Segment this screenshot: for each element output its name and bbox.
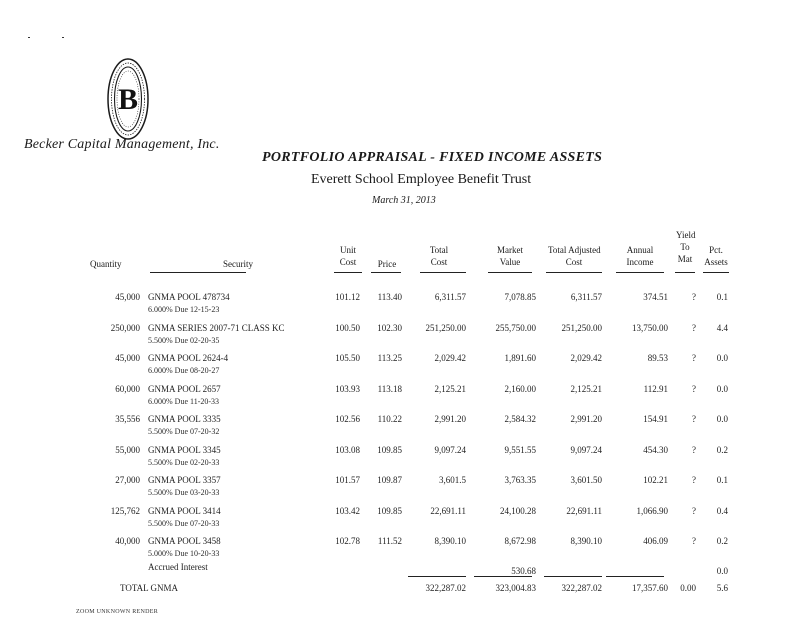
scan-speck bbox=[28, 37, 30, 38]
col-total-cost-underline bbox=[420, 272, 466, 273]
col-total-cost-line2: Cost bbox=[430, 257, 448, 267]
row-security-detail: 6.000% Due 12-15-23 bbox=[148, 305, 220, 314]
row-price: 113.25 bbox=[377, 353, 402, 363]
logo-emblem-icon bbox=[106, 57, 150, 141]
row-quantity: 125,762 bbox=[110, 505, 140, 516]
row-adjusted-cost: 251,250.00 bbox=[561, 322, 602, 333]
row-security-detail: 5.500% Due 07-20-32 bbox=[148, 427, 220, 436]
row-security: GNMA POOL 3357 bbox=[148, 475, 221, 485]
row-market-value: 1,891.60 bbox=[504, 353, 536, 363]
row-pct-assets: 0.2 bbox=[716, 444, 728, 455]
row-annual-income: 406.09 bbox=[643, 536, 668, 546]
row-annual-income: 154.91 bbox=[643, 414, 668, 424]
col-market-value-line1: Market bbox=[497, 245, 523, 255]
row-security: GNMA POOL 478734 bbox=[148, 292, 230, 302]
row-quantity: 45,000 bbox=[115, 353, 140, 363]
row-annual-income: 13,750.00 bbox=[632, 322, 668, 333]
col-total-cost bbox=[424, 244, 454, 268]
row-security-detail: 5.000% Due 10-20-33 bbox=[148, 549, 220, 558]
row-total-cost: 2,029.42 bbox=[434, 353, 466, 363]
row-yield: ? bbox=[692, 444, 696, 455]
col-adjusted-cost-underline bbox=[546, 272, 602, 273]
col-total-cost-line1: Total bbox=[429, 245, 449, 255]
page-footer: ZOOM UNKNOWN RENDER bbox=[76, 609, 159, 615]
col-unit-cost bbox=[336, 244, 360, 268]
total-market-rule bbox=[474, 576, 532, 577]
row-unit-cost: 103.42 bbox=[335, 505, 360, 516]
total-pct-assets: 5.6 bbox=[716, 583, 728, 593]
row-annual-income: 112.91 bbox=[643, 383, 668, 394]
row-total-cost: 2,991.20 bbox=[434, 414, 466, 424]
row-market-value: 9,551.55 bbox=[504, 444, 536, 455]
col-annual-income-line2: Income bbox=[626, 257, 654, 267]
row-adjusted-cost: 22,691.11 bbox=[566, 505, 602, 516]
row-yield: ? bbox=[692, 536, 696, 546]
row-annual-income: 454.30 bbox=[643, 444, 668, 455]
row-annual-income: 1,066.90 bbox=[636, 505, 668, 516]
row-market-value: 8,672.98 bbox=[504, 536, 536, 546]
row-security: GNMA POOL 3414 bbox=[148, 505, 221, 516]
row-security: GNMA SERIES 2007-71 CLASS KC bbox=[148, 322, 285, 333]
row-yield: ? bbox=[692, 292, 696, 302]
row-unit-cost: 102.56 bbox=[335, 414, 360, 424]
row-annual-income: 374.51 bbox=[643, 292, 668, 302]
row-pct-assets: 0.1 bbox=[716, 475, 728, 485]
row-quantity: 40,000 bbox=[115, 536, 140, 546]
col-unit-cost-line1: Unit bbox=[339, 245, 356, 255]
row-pct-assets: 4.4 bbox=[716, 322, 728, 333]
col-adjusted-cost-line2: Cost bbox=[565, 257, 583, 267]
row-adjusted-cost: 2,125.21 bbox=[570, 383, 602, 394]
row-total-cost: 8,390.10 bbox=[434, 536, 466, 546]
row-security: GNMA POOL 2624-4 bbox=[148, 353, 229, 363]
row-price: 109.85 bbox=[377, 505, 402, 516]
col-annual-income-line1: Annual bbox=[626, 245, 654, 255]
col-pct-assets-line2: Assets bbox=[704, 257, 728, 267]
row-unit-cost: 103.08 bbox=[335, 444, 360, 455]
row-yield: ? bbox=[692, 322, 696, 333]
row-adjusted-cost: 3,601.50 bbox=[570, 475, 602, 485]
row-pct-assets: 0.1 bbox=[716, 292, 728, 302]
col-yield-to-mat bbox=[676, 229, 694, 265]
row-total-cost: 2,125.21 bbox=[434, 383, 466, 394]
col-unit-cost-underline bbox=[334, 272, 362, 273]
row-security-detail: 5.500% Due 07-20-33 bbox=[148, 518, 220, 528]
row-adjusted-cost: 2,991.20 bbox=[570, 414, 602, 424]
total-cost-rule bbox=[408, 576, 466, 577]
total-income-rule bbox=[606, 576, 664, 577]
row-market-value: 2,160.00 bbox=[504, 383, 536, 394]
row-total-cost: 3,601.5 bbox=[439, 475, 466, 485]
col-market-value bbox=[490, 244, 530, 268]
row-adjusted-cost: 6,311.57 bbox=[570, 292, 602, 302]
row-total-cost: 251,250.00 bbox=[425, 322, 466, 333]
total-annual-income: 17,357.60 bbox=[632, 583, 668, 593]
row-unit-cost: 101.57 bbox=[335, 475, 360, 485]
row-quantity: 60,000 bbox=[115, 383, 140, 394]
col-yield-line1: Yield bbox=[676, 230, 696, 240]
total-label: TOTAL GNMA bbox=[120, 583, 179, 593]
row-price: 109.87 bbox=[377, 475, 402, 485]
row-price: 102.30 bbox=[377, 322, 402, 333]
row-security: GNMA POOL 3345 bbox=[148, 444, 221, 455]
row-yield: ? bbox=[692, 505, 696, 516]
row-quantity: 45,000 bbox=[115, 292, 140, 302]
row-total-cost: 9,097.24 bbox=[434, 444, 466, 455]
row-security-detail: 5.500% Due 02-20-35 bbox=[148, 335, 220, 345]
report-date: March 31, 2013 bbox=[372, 195, 436, 206]
row-price: 109.85 bbox=[377, 444, 402, 455]
scan-speck bbox=[62, 37, 64, 38]
col-pct-assets bbox=[704, 244, 728, 268]
row-pct-assets: 0.0 bbox=[716, 414, 728, 424]
row-security: GNMA POOL 3335 bbox=[148, 414, 221, 424]
col-unit-cost-line2: Cost bbox=[339, 257, 357, 267]
row-annual-income: 89.53 bbox=[647, 353, 668, 363]
row-annual-income: 102.21 bbox=[643, 475, 668, 485]
row-unit-cost: 102.78 bbox=[335, 536, 360, 546]
row-market-value: 255,750.00 bbox=[495, 322, 536, 333]
company-name: Becker Capital Management, Inc. bbox=[24, 137, 220, 152]
row-pct-assets: 0.0 bbox=[716, 353, 728, 363]
row-total-cost: 6,311.57 bbox=[434, 292, 466, 302]
row-adjusted-cost: 2,029.42 bbox=[570, 353, 602, 363]
report-client: Everett School Employee Benefit Trust bbox=[311, 172, 532, 187]
row-pct-assets: 0.4 bbox=[716, 505, 728, 516]
row-security: GNMA POOL 2657 bbox=[148, 383, 221, 394]
row-yield: ? bbox=[692, 353, 696, 363]
row-unit-cost: 100.50 bbox=[335, 322, 360, 333]
row-market-value: 2,584.32 bbox=[504, 414, 536, 424]
row-price: 110.22 bbox=[377, 414, 402, 424]
row-pct-assets: 0.0 bbox=[716, 383, 728, 394]
col-pct-assets-underline bbox=[703, 272, 729, 273]
row-market-value: 24,100.28 bbox=[500, 505, 536, 516]
total-adjusted-rule bbox=[544, 576, 602, 577]
row-market-value: 7,078.85 bbox=[504, 292, 536, 302]
col-security: Security bbox=[223, 259, 253, 269]
report-title: PORTFOLIO APPRAISAL - FIXED INCOME ASSETS bbox=[262, 150, 603, 165]
col-pct-assets-line1: Pct. bbox=[709, 245, 723, 255]
row-price: 113.18 bbox=[377, 383, 402, 394]
svg-text:B: B bbox=[117, 83, 139, 116]
row-security: GNMA POOL 3458 bbox=[148, 536, 221, 546]
row-quantity: 27,000 bbox=[115, 475, 140, 485]
col-yield-line3: Mat bbox=[677, 254, 693, 264]
col-annual-income-underline bbox=[616, 272, 664, 273]
row-adjusted-cost: 8,390.10 bbox=[570, 536, 602, 546]
row-yield: ? bbox=[692, 383, 696, 394]
row-price: 113.40 bbox=[377, 292, 402, 302]
row-security-detail: 5.500% Due 02-20-33 bbox=[148, 457, 220, 467]
total-adjusted-cost: 322,287.02 bbox=[561, 583, 602, 593]
col-market-value-line2: Value bbox=[499, 257, 521, 267]
row-security-detail: 6.000% Due 11-20-33 bbox=[148, 396, 220, 406]
col-total-adjusted-cost bbox=[548, 244, 600, 268]
col-market-value-underline bbox=[488, 272, 532, 273]
accrued-market-value: 530.68 bbox=[511, 566, 536, 576]
row-pct-assets: 0.2 bbox=[716, 536, 728, 546]
col-price-underline bbox=[371, 272, 401, 273]
row-total-cost: 22,691.11 bbox=[430, 505, 466, 516]
col-adjusted-cost-line1: Total Adjusted bbox=[548, 245, 601, 255]
total-cost: 322,287.02 bbox=[425, 583, 466, 593]
col-price: Price bbox=[377, 259, 397, 269]
row-yield: ? bbox=[692, 414, 696, 424]
accrued-label: Accrued Interest bbox=[148, 562, 208, 572]
total-yield: 0.00 bbox=[680, 583, 696, 593]
col-yield-underline bbox=[675, 272, 695, 273]
row-unit-cost: 101.12 bbox=[335, 292, 360, 302]
row-unit-cost: 103.93 bbox=[335, 383, 360, 394]
company-logo bbox=[106, 57, 150, 141]
row-security-detail: 6.000% Due 08-20-27 bbox=[148, 366, 220, 375]
col-annual-income bbox=[622, 244, 658, 268]
row-yield: ? bbox=[692, 475, 696, 485]
col-security-underline bbox=[150, 272, 246, 273]
row-security-detail: 5.500% Due 03-20-33 bbox=[148, 488, 220, 497]
total-market-value: 323,004.83 bbox=[495, 583, 536, 593]
row-unit-cost: 105.50 bbox=[335, 353, 360, 363]
row-market-value: 3,763.35 bbox=[504, 475, 536, 485]
row-quantity: 35,556 bbox=[115, 414, 140, 424]
accrued-pct-assets: 0.0 bbox=[716, 566, 728, 576]
row-quantity: 250,000 bbox=[110, 322, 140, 333]
row-quantity: 55,000 bbox=[115, 444, 140, 455]
row-adjusted-cost: 9,097.24 bbox=[570, 444, 602, 455]
col-yield-line2: To bbox=[680, 242, 690, 252]
row-price: 111.52 bbox=[377, 536, 402, 546]
col-quantity: Quantity bbox=[90, 259, 122, 269]
